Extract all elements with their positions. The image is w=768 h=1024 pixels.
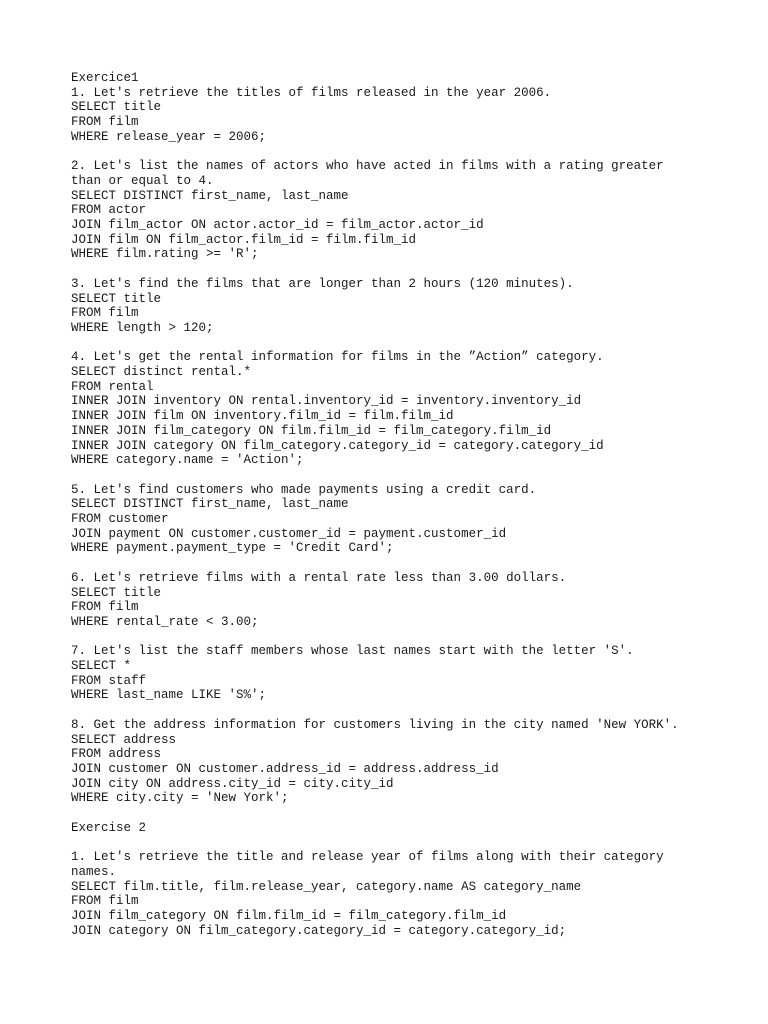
exercise1-q2-block — [71, 159, 751, 262]
sql-line: SELECT * — [71, 659, 132, 674]
sql-line: INNER JOIN film ON inventory.film_id = film.film_id — [71, 409, 454, 424]
exercise1-q7-block — [71, 644, 751, 703]
sql-line: SELECT distinct rental.* — [71, 365, 252, 380]
sql-line: JOIN payment ON customer.customer_id = payment.customer_id — [71, 526, 507, 541]
question-text: 6. Let's retrieve films with a rental rate less than 3.00 dollars. — [71, 570, 567, 585]
sql-line: JOIN film_actor ON actor.actor_id = film_actor.actor_id — [71, 218, 484, 233]
exercise1-q4-block — [71, 350, 751, 468]
sql-line: FROM staff — [71, 673, 147, 688]
exercise2-heading-block — [71, 821, 751, 836]
sql-line: INNER JOIN category ON film_category.category_id = category.category_id — [71, 438, 604, 453]
sql-line: WHERE city.city = 'New York'; — [71, 791, 289, 806]
sql-line: SELECT title — [71, 585, 162, 600]
sql-line: FROM address — [71, 747, 162, 762]
sql-line: FROM film — [71, 115, 139, 130]
question-text: 3. Let's find the films that are longer than 2 hours (120 minutes). — [71, 276, 574, 291]
question-text: names. — [71, 864, 117, 879]
sql-line: WHERE last_name LIKE 'S%'; — [71, 688, 267, 703]
question-text: 4. Let's get the rental information for films in the ”Action” category. — [71, 350, 604, 365]
sql-line: FROM actor — [71, 203, 147, 218]
sql-line: FROM film — [71, 306, 139, 321]
exercise2-heading: Exercise 2 — [71, 820, 147, 835]
sql-line: FROM film — [71, 600, 139, 615]
question-text: 7. Let's list the staff members whose last names start with the letter 'S'. — [71, 644, 634, 659]
exercise1-q1-block — [71, 71, 751, 145]
exercise2-q1-block — [71, 850, 751, 938]
question-text: 1. Let's retrieve the titles of films released in the year 2006. — [71, 85, 552, 100]
sql-line: WHERE rental_rate < 3.00; — [71, 614, 259, 629]
exercise1-q5-block — [71, 483, 751, 557]
exercise1-heading: Exercice1 — [71, 71, 139, 85]
sql-line: SELECT film.title, film.release_year, category.name AS category_name — [71, 879, 582, 894]
sql-line: SELECT DISTINCT first_name, last_name — [71, 188, 349, 203]
sql-line: WHERE payment.payment_type = 'Credit Card'; — [71, 541, 394, 556]
sql-line: JOIN category ON film_category.category_id = category.category_id; — [71, 923, 567, 938]
sql-line: SELECT DISTINCT first_name, last_name — [71, 497, 349, 512]
question-text: than or equal to 4. — [71, 173, 214, 188]
sql-line: FROM customer — [71, 512, 169, 527]
sql-line: JOIN film ON film_actor.film_id = film.film_id — [71, 232, 417, 247]
sql-line: JOIN customer ON customer.address_id = address.address_id — [71, 761, 499, 776]
sql-line: SELECT title — [71, 100, 162, 115]
sql-line: WHERE category.name = 'Action'; — [71, 453, 304, 468]
exercise1-q8-block — [71, 718, 751, 806]
question-text: 2. Let's list the names of actors who have acted in films with a rating greater — [71, 159, 664, 174]
exercise1-q3-block — [71, 277, 751, 336]
sql-line: SELECT title — [71, 291, 162, 306]
document-page — [71, 71, 751, 953]
sql-line: SELECT address — [71, 732, 177, 747]
exercise1-q6-block — [71, 571, 751, 630]
sql-line: WHERE release_year = 2006; — [71, 129, 267, 144]
sql-line: JOIN film_category ON film.film_id = film_category.film_id — [71, 908, 507, 923]
question-text: 1. Let's retrieve the title and release year of films along with their category — [71, 850, 664, 865]
sql-line: FROM film — [71, 894, 139, 909]
sql-line: WHERE film.rating >= 'R'; — [71, 247, 259, 262]
question-text: 8. Get the address information for customers living in the city named 'New YORK'. — [71, 717, 679, 732]
sql-line: FROM rental — [71, 379, 154, 394]
question-text: 5. Let's find customers who made payments using a credit card. — [71, 482, 537, 497]
sql-line: WHERE length > 120; — [71, 320, 214, 335]
sql-line: INNER JOIN film_category ON film.film_id = film_category.film_id — [71, 423, 552, 438]
sql-line: INNER JOIN inventory ON rental.inventory_id = inventory.inventory_id — [71, 394, 582, 409]
sql-line: JOIN city ON address.city_id = city.city_id — [71, 776, 394, 791]
